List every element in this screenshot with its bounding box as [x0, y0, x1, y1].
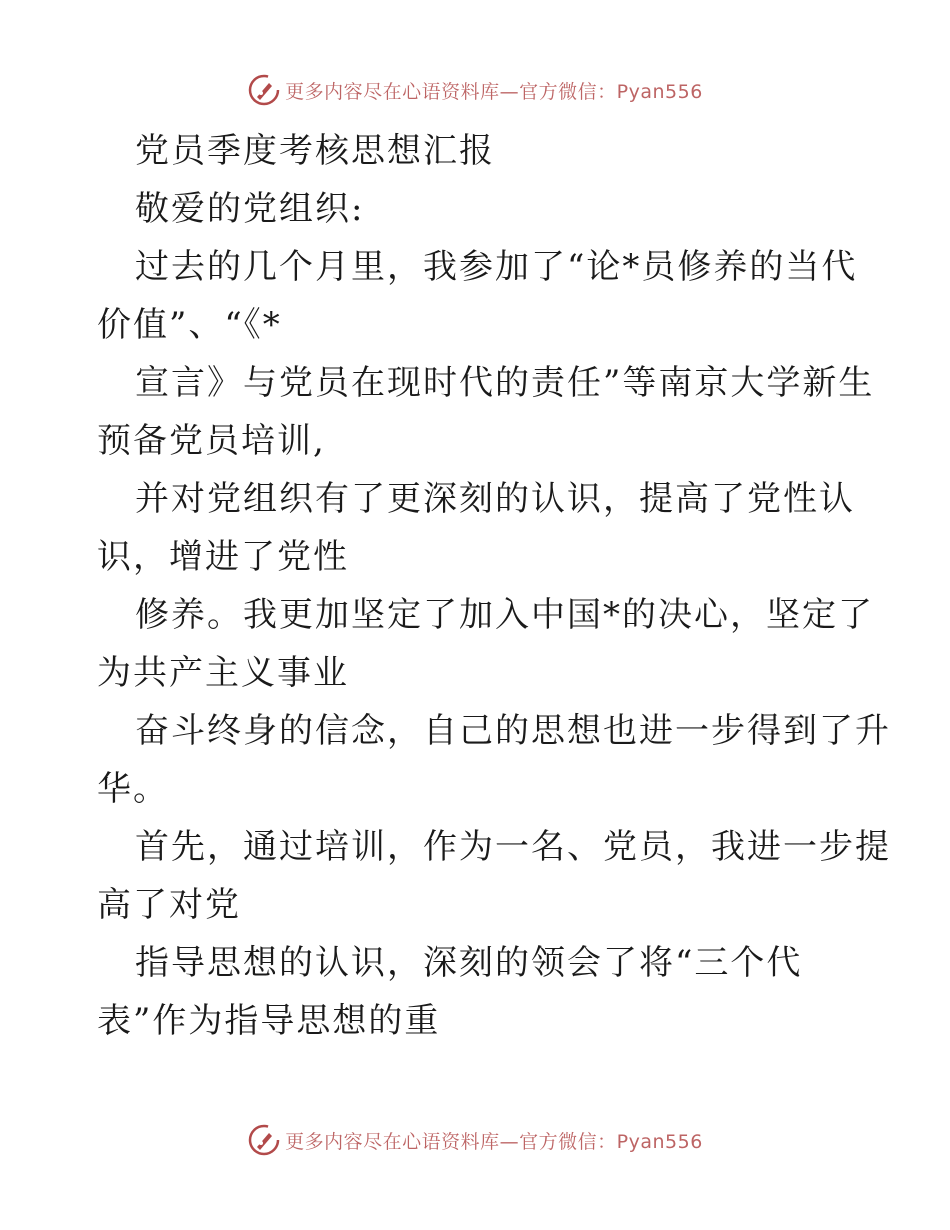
footer-watermark — [0, 1120, 950, 1160]
paragraph-line: 首先，通过培训，作为一名、党员，我进一步提 — [135, 827, 891, 867]
paragraph-line: 并对党组织有了更深刻的认识，提高了党性认 — [135, 479, 855, 519]
watermark-text: 更多内容尽在心语资料库—官方微信：Pyan556 — [285, 1130, 703, 1153]
paragraph-line: 宣言》与党员在现时代的责任”等南京大学新生 — [135, 363, 875, 403]
paragraph-line: 华。 — [97, 769, 169, 809]
paragraph-line: 价值”、“《* — [97, 305, 282, 345]
pen-logo-icon — [247, 73, 281, 107]
paragraph-line: 表”作为指导思想的重 — [97, 1001, 441, 1041]
paragraph-line: 预备党员培训, — [97, 421, 326, 461]
watermark-text: 更多内容尽在心语资料库—官方微信：Pyan556 — [285, 80, 703, 103]
pen-logo-icon — [247, 1123, 281, 1157]
document-title: 党员季度考核思想汇报 — [135, 131, 495, 171]
paragraph-line: 修养。我更加坚定了加入中国*的决心，坚定了 — [135, 595, 874, 635]
paragraph-line: 过去的几个月里，我参加了“论*员修养的当代 — [135, 247, 858, 287]
document-body — [97, 122, 891, 1050]
paragraph-line: 高了对党 — [97, 885, 241, 925]
salutation: 敬爱的党组织: — [135, 189, 365, 229]
header-watermark — [0, 70, 950, 110]
paragraph-line: 识，增进了党性 — [97, 537, 349, 577]
paragraph-line: 指导思想的认识，深刻的领会了将“三个代 — [135, 943, 803, 983]
paragraph-line: 奋斗终身的信念，自己的思想也进一步得到了升 — [135, 711, 891, 751]
paragraph-line: 为共产主义事业 — [97, 653, 349, 693]
